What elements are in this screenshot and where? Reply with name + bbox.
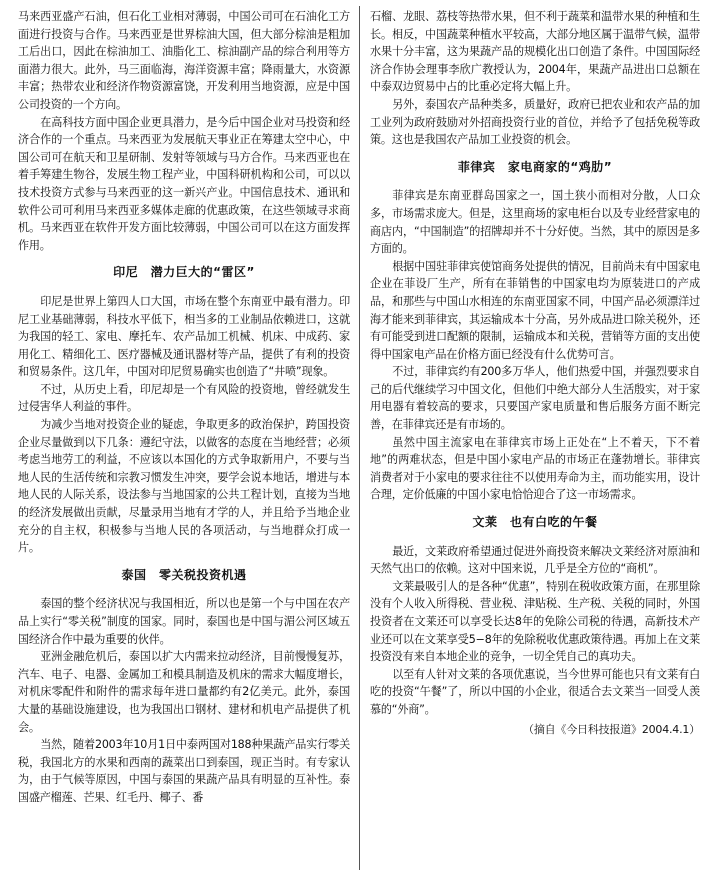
source-citation: （摘自《今日科技报道》2004.4.1） [523,722,700,736]
paragraph: 马来西亚盛产石油，但石化工业相对薄弱，中国公司可在石油化工方面进行投资与合作。马来西亚是世界棕油大国，但大部分棕油是粗加工后出口，因此在棕油加工、油脂化工、棕油副产品的综合利用等方面潜力很大。此外，马三面临海，海洋资源丰富；降雨量大，水资源丰富；热带农业和经济作物资源富饶，开发利用当地资源，应是中国公司投资的一个方向。 [18,10,350,111]
paragraph: 泰国的整个经济状况与我国相近，所以也是第一个与中国在农产品上实行“零关税”制度的国家。同时，泰国也是中国与湄公河区域五国经济合作中最为重要的伙伴。 [18,597,350,646]
paragraph: 石榴、龙眼、荔枝等热带水果，但不利于蔬菜和温带水果的种植和生长。相反，中国蔬菜种植水平较高，大部分地区属于温带气候，温带水果十分丰富，这为果蔬产品的规模化出口创造了条件。中国国际经济合作协会理事李欣广教授认为，2004年，果蔬产品进出口总额在中泰双边贸易中占的比重必定将大幅上升。 [370,10,700,94]
paragraph: 以至有人针对文莱的各项优惠说，当今世界可能也只有文莱有白吃的投资“午餐”了，所以中国的小企业，很适合去文莱当一回受人羡慕的“外商”。 [370,667,700,716]
paragraph: 不过，从历史上看，印尼却是一个有风险的投资地，曾经就发生过侵害华人利益的事件。 [18,382,350,414]
section-heading-indonesia: 印尼 潜力巨大的“雷区” [113,265,255,280]
paragraph: 菲律宾是东南亚群岛国家之一，国土狭小而相对分散，人口众多，市场需求庞大。但是，这里商场的家电柜台以及专业经营家电的商店内，“中国制造”的招牌却并不十分好使。当然，其中的原因是多方面的。 [370,189,700,256]
paragraph: 最近，文莱政府希望通过促进外商投资来解决文莱经济对原油和天然气出口的依赖。这对中国来说，几乎是全方位的“商机”。 [370,544,700,576]
paragraph: 根据中国驻菲律宾使馆商务处提供的情况，目前尚未有中国家电企业在菲设厂生产，所有在菲销售的中国家电均为原装进口的产成品，和那些与中国山水相连的东南亚国家不同，中国产品必须漂洋过海才能来到菲律宾，其运输成本十分高，另外成品进口除关税外，还有可能受到进口配额的限制，运输成本和关税，营销等方面的支出使得中国家电产品在价格方面已经没有什么优势可言。 [370,259,700,361]
right-column [370,8,700,738]
paragraph: 另外，泰国农产品种类多，质量好，政府已把农业和农产品的加工业列为政府鼓励对外招商投资行业的首位，并给予了包括免税等政策。这也是我国农产品加工业投资的机会。 [370,97,700,147]
paragraph: 不过，菲律宾约有200多万华人，他们热爱中国，并强烈要求自己的后代继续学习中国文化，但他们中绝大部分人生活殷实，对于家用电器有着较高的要求，只要国产家电质量和售后服务方面不断完善，在菲律宾还是有市场的。 [370,365,700,432]
left-column [18,8,350,807]
paragraph: 当然，随着2003年10月1日中泰两国对188种果蔬产品实行零关税，我国北方的水果和西南的蔬菜出口到泰国，现正当时。有专家认为，由于气候等原因，中国与泰国的果蔬产品具有明显的互补性。泰国盛产榴莲、芒果、红毛丹、椰子、番 [18,738,350,804]
paragraph: 为减少当地对投资企业的疑虑，争取更多的政治保护，跨国投资企业尽量做到以下几条：遵纪守法，以做客的态度在当地经营；必须考虑当地劳工的利益，不应该以本国化的方式争取新用户，不要与当地人民的生活传统和宗教习惯发生冲突，要学会说本地话，增进与本地人民的人际关系，设法参与当地国家的公共工程计划，直接为当地的经济发展做出贡献，尽量录用当地有才学的人，并且给予当地企业充分的自主权，积极参与当地人民的各项活动，与当地群众打成一片。 [18,418,350,555]
paragraph: 在高科技方面中国企业更具潜力，是今后中国企业对马投资和经济合作的一个重点。马来西亚为发展航天事业正在筹建太空中心，中国公司可在航天和卫星研制、发射等领域与马方合作。马来西亚也在着手筹建生物谷，发展生物工程产业，中国科研机构和公司，可以以技术投资方式参与马来西亚的这一新兴产业。中国信息技术、通讯和软件公司可利用马来西亚多媒体走廊的优惠政策，在这些领域寻求商机。马来西亚在软件开发方面比较薄弱，中国公司可以在这方面发挥作用。 [18,115,350,252]
section-heading-philippines: 菲律宾 家电商家的“鸡肋” [457,159,613,174]
paragraph: 文莱最吸引人的是各种“优惠”，特别在税收政策方面，在那里除没有个人收入所得税、营业税、津贴税、生产税、关税的同时，外国投资者在文莱还可以享受长达8年的免除公司税的待遇，高新技术产业还可以在文莱享受5−8年的免除税收优惠政策待遇。再加上在文莱投资没有来自本地企业的竞争，一切全凭自己的真功夫。 [370,579,700,664]
paragraph: 印尼是世界上第四人口大国，市场在整个东南亚中最有潜力。印尼工业基础薄弱，科技水平低下，相当多的工业制品依赖进口，这就为我国的轻工、家电、摩托车、农产品加工机械、机床、中成药、家用化工、精细化工、医疗器械及通讯器材等产品，提供了有利的投资和贸易条件。这几年，中国对印尼贸易确实也创造了“井喷”现象。 [18,294,350,379]
section-heading-brunei: 文莱 也有白吃的午餐 [472,515,598,530]
paragraph: 虽然中国主流家电在菲律宾市场上正处在“上不着天，下不着地”的两难状态，但是中国小家电产品的市场正在蓬勃增长。菲律宾消费者对于小家电的要求往往不以使用寿命为主，而功能实用，设计合理，定价低廉的中国小家电恰恰迎合了这一市场需求。 [370,435,700,502]
section-heading-thailand: 泰国 零关税投资机遇 [121,567,247,582]
paragraph: 亚洲金融危机后，泰国以扩大内需来拉动经济，目前慢慢复苏，汽车、电子、电器、金属加工和模具制造及机床的需求大幅度增长，对机床零配件和附件的需求每年进口量都约有2亿美元。此外，泰国大量的基础设施建设，也为我国出口钢材、建材和机电产品提供了机会。 [18,650,350,734]
column-divider [359,6,360,870]
